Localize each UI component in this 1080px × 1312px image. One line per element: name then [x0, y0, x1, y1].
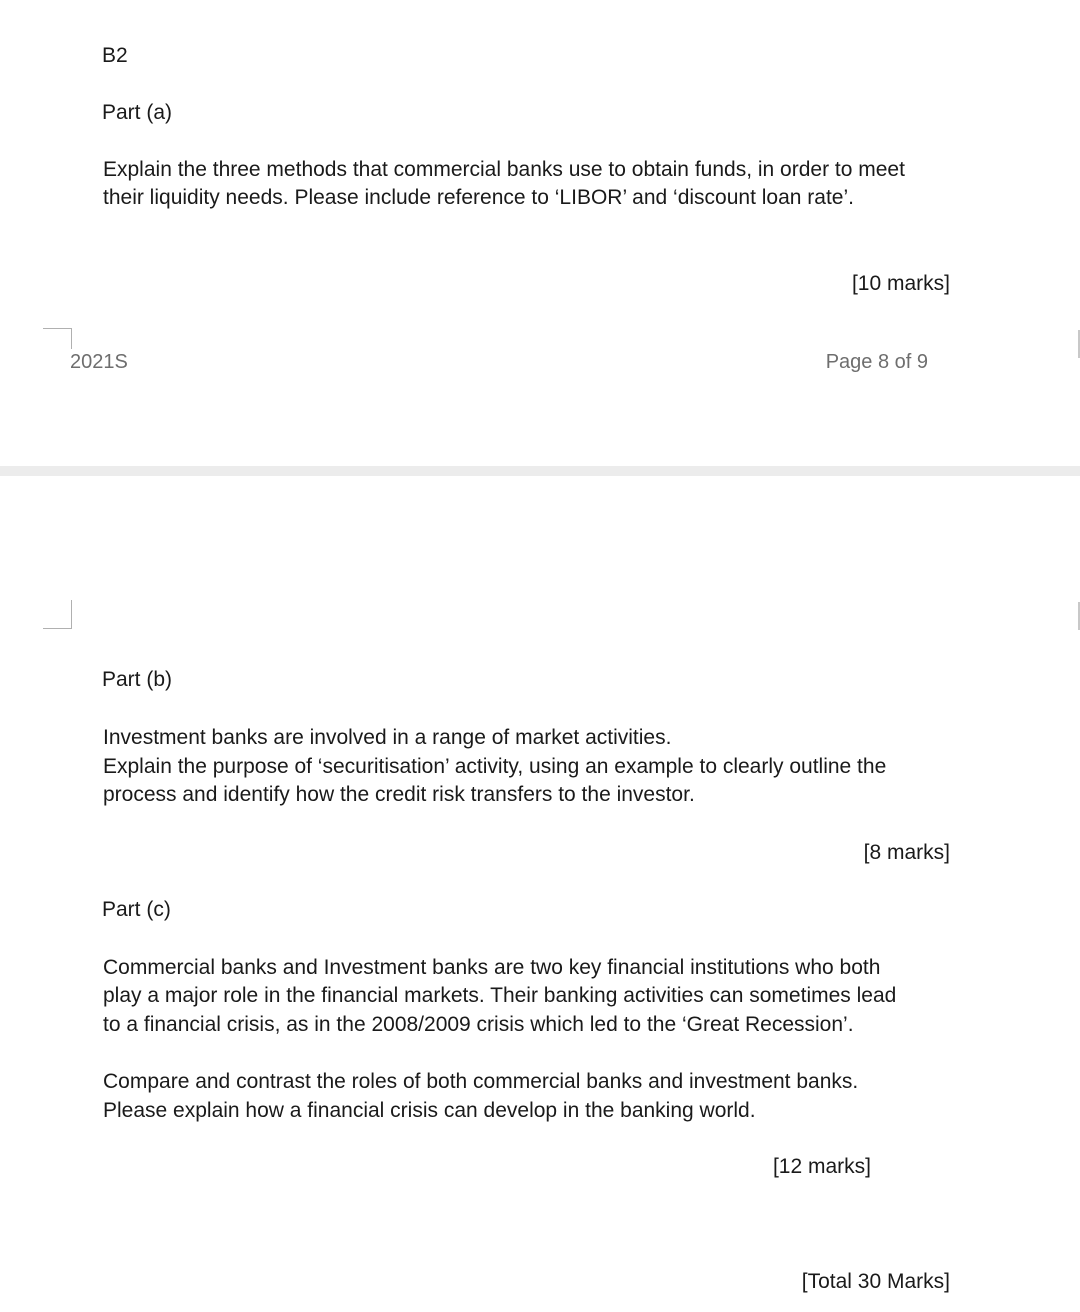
total-marks: [Total 30 Marks] — [801, 1270, 950, 1293]
part-b-question-line: Investment banks are involved in a range of market activities. — [103, 726, 672, 749]
document-page-8 — [0, 0, 1080, 466]
crop-mark-top-left — [43, 600, 72, 629]
section-label: B2 — [102, 44, 128, 67]
part-a-heading: Part (a) — [102, 101, 173, 124]
part-c-paragraph-line: Commercial banks and Investment banks are two key financial institutions who both — [103, 956, 881, 979]
part-b-question-line: Explain the purpose of ‘securitisation’ activity, using an example to clearly outline the — [103, 755, 887, 778]
part-a-question-line: Explain the three methods that commercial banks use to obtain funds, in order to meet — [103, 158, 905, 181]
part-c-paragraph-line: Please explain how a financial crisis can develop in the banking world. — [103, 1099, 756, 1122]
part-b-heading: Part (b) — [102, 668, 173, 691]
crop-mark-bottom-left — [43, 328, 72, 349]
part-b-question-line: process and identify how the credit risk transfers to the investor. — [103, 783, 695, 806]
page-separator — [0, 466, 1080, 476]
part-c-paragraph-line: to a financial crisis, as in the 2008/2009 crisis which led to the ‘Great Recession’. — [103, 1013, 854, 1036]
part-b-marks: [8 marks] — [863, 841, 950, 864]
footer-page-number: Page 8 of 9 — [825, 351, 928, 373]
part-a-marks: [10 marks] — [851, 272, 950, 295]
part-c-heading: Part (c) — [102, 898, 171, 921]
part-a-question-line: their liquidity needs. Please include reference to ‘LIBOR’ and ‘discount loan rate’. — [103, 186, 854, 209]
part-c-marks: [12 marks] — [772, 1155, 871, 1178]
document-page-9 — [0, 476, 1080, 1312]
part-c-paragraph-line: play a major role in the financial markets. Their banking activities can sometimes lead — [103, 984, 897, 1007]
footer-code: 2021S — [70, 351, 128, 373]
part-c-paragraph-line: Compare and contrast the roles of both commercial banks and investment banks. — [103, 1070, 859, 1093]
